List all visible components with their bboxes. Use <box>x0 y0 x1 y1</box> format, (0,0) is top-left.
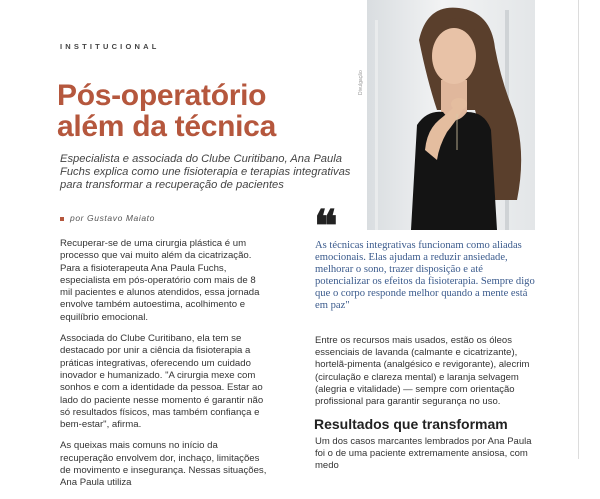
body-column-2 <box>315 335 535 417</box>
portrait-photo <box>367 0 535 230</box>
body-column-1 <box>60 238 270 499</box>
photo-credit: Divulgação <box>358 70 364 95</box>
byline <box>60 213 155 223</box>
body-column-2-continued: Um dos casos marcantes lembrados por Ana Paula foi o de uma paciente extremamente ansiosa, com medo <box>315 436 532 472</box>
page-edge-divider <box>578 0 579 459</box>
quote-mark-icon: ❝ <box>314 202 338 251</box>
pull-quote: As técnicas integrativas funcionam como aliadas emocionais. Elas ajudam a reduzir ansiedade, melhorar o sono, trazer disposição e até potencializar os efeitos da fisioterapia. Sempre digo que o corpo responde melhor quando a mente está em paz" <box>315 240 535 311</box>
paragraph: Entre os recursos mais usados, estão os óleos essenciais de lavanda (calmante e cicatrizante), hortelã-pimenta (analgésico e revigorante), alecrim (circulação e clareza mental) e laranja selvagem (alegria e vitalidade) — sempre com orientação profissional para garantir segurança no uso. <box>315 335 530 408</box>
section-label: INSTITUCIONAL <box>60 42 160 51</box>
paragraph: As queixas mais comuns no início da recuperação envolvem dor, inchaço, limitações de movimento e insegurança. Nessas situações, Ana Paula utiliza <box>60 440 267 489</box>
article-subtitle: Especialista e associada do Clube Curitibano, Ana Paula Fuchs explica como une fisioterapia e terapias integrativas para transformar a recuperação de pacientes <box>60 153 351 191</box>
article-title <box>57 80 357 142</box>
paragraph: Associada do Clube Curitibano, ela tem se destacado por unir a ciência da fisioterapia a práticas integrativas, oferecendo um cuidado inovador e humanizado. "A cirurgia mexe com sonhos e com a identidade da pessoa. Estar ao lado do paciente nesse momento é garantir não só resultados físicos, mas também confiança e bem-estar", afirma. <box>60 333 264 431</box>
section-subheading: Resultados que transformam <box>314 416 508 432</box>
paragraph: Recuperar-se de uma cirurgia plástica é um processo que vai muito além da cicatrização. Para a fisioterapeuta Ana Paula Fuchs, especialista em pós-operatório com mais de 8 mil pacientes e alunos atendidos, essa jornada envolve também autoestima, acolhimento e equilíbrio emocional. <box>60 238 260 323</box>
title-line-1: Pós-operatório <box>57 79 267 112</box>
title-line-2: além da técnica <box>57 110 276 143</box>
byline-square-icon <box>60 217 64 221</box>
byline-text: por Gustavo Maiato <box>70 213 155 223</box>
